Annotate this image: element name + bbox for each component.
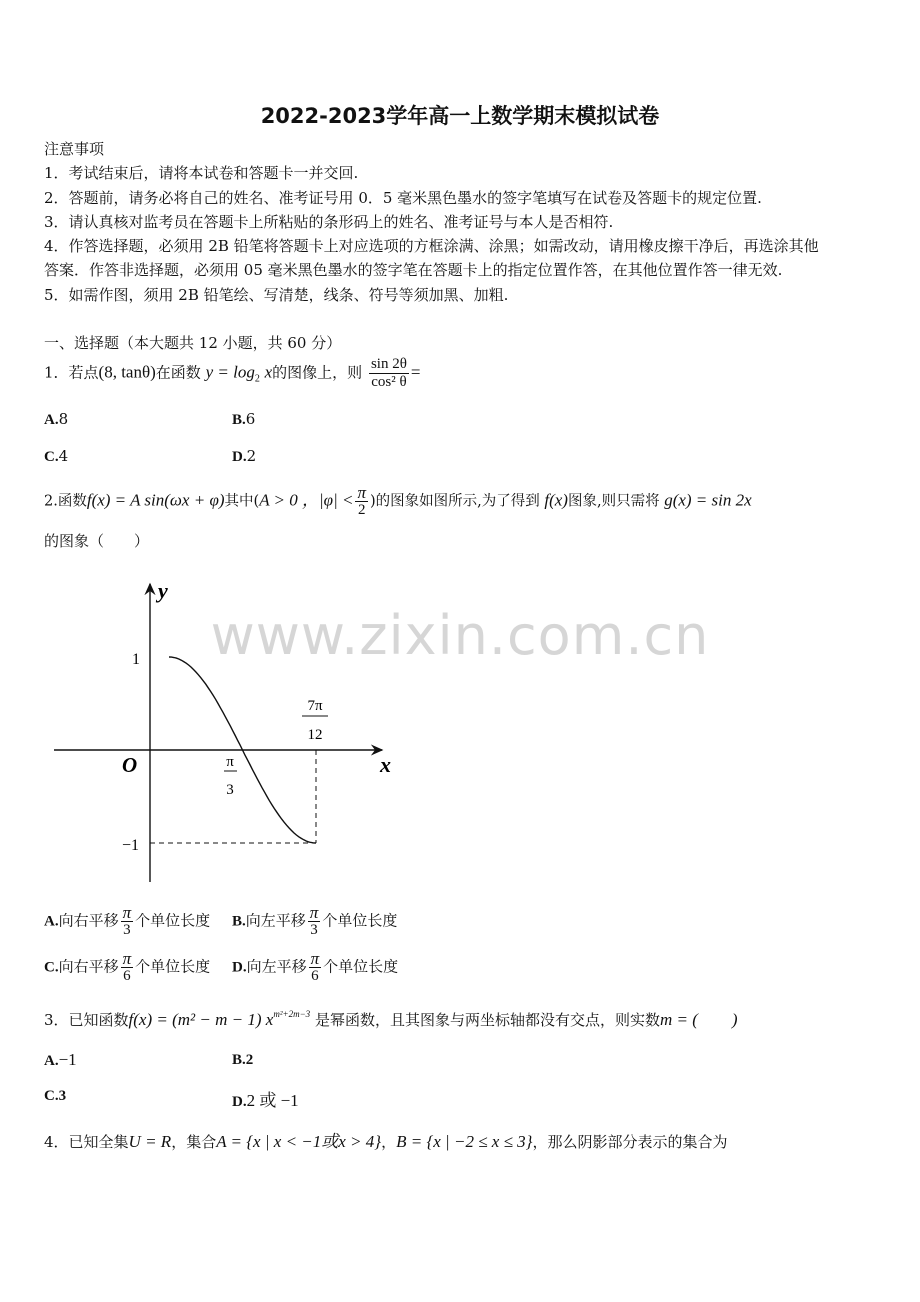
q1-option-d[interactable] [232,447,256,466]
q2-func: f(x) = A sin(ωx + φ) [86,490,225,510]
q2-cond: A > 0 ，|φ| < [259,490,354,510]
option-label: D. [232,1094,247,1110]
q4-mid2: ， [381,1133,397,1151]
q1-option-c[interactable] [44,447,68,466]
option-num: π [310,949,320,968]
question-3 [44,1005,738,1030]
option-label: D. [232,449,247,465]
option-value: 2 或 −1 [246,1091,299,1110]
notice-item: 4．作答选择题，必须用 2B 铅笔将答题卡上对应选项的方框涂满、涂黑；如需改动，请用橡皮擦干净后，再选涂其他 [44,237,819,255]
option-value: −1 [58,1050,77,1069]
q4-prefix: 4．已知全集 [44,1133,129,1151]
q2-cond-pre: 其中( [224,493,260,510]
y-axis-label: y [158,578,168,603]
q1-var: x [264,362,273,382]
q3-option-d[interactable] [232,1086,299,1111]
q4-suffix: ，那么阴影部分表示的集合为 [532,1133,728,1151]
option-value: 8 [58,410,69,428]
option-den: 6 [311,968,319,984]
q3-func: f(x) = (m² − m − 1) x [128,1010,274,1029]
notice-heading: 注意事项 [44,140,105,158]
question-4 [44,1127,727,1152]
q2-fx: f(x) [544,490,568,510]
option-label: A. [44,1053,59,1069]
option-text: 向左平移 [245,911,306,930]
option-suffix: 个单位长度 [323,957,399,976]
q2-cond-den: 2 [357,502,366,518]
q4-set-b: B = {x | −2 ≤ x ≤ 3} [396,1132,533,1151]
q2-option-c[interactable] [44,950,210,985]
option-value: 2 [246,447,257,465]
option-label: B. [232,412,246,428]
option-label: C. [44,449,59,465]
option-label: D. [232,959,247,976]
option-label: C. [44,1088,59,1104]
q3-option-a[interactable] [44,1050,77,1070]
option-num: π [309,903,319,922]
q2-gx: g(x) = sin 2x [664,490,752,510]
question-1 [44,356,421,391]
option-text: 向左平移 [246,957,307,976]
q4-mid1: ，集合 [171,1133,217,1151]
section-heading: 一、选择题（本大题共 12 小题，共 60 分） [44,334,342,352]
x-axis-label: x [380,752,391,777]
q2-cond-fraction [355,484,368,519]
q3-option-c[interactable] [44,1086,66,1105]
x-tick-pi3-num: π [226,754,234,770]
option-num: π [122,949,132,968]
question-2 [44,484,752,519]
option-text: 向右平移 [58,911,119,930]
x-tick-pi3-den: 3 [226,782,234,798]
q1-point: (8, tanθ) [98,362,156,382]
option-label: B. [232,913,246,930]
q1-mid: 在函数 [155,363,201,382]
q2-option-a[interactable] [44,904,210,939]
option-label: C. [44,959,59,976]
q1-sub: 2 [254,373,260,385]
function-graph [44,570,404,890]
notice-item: 1．考试结束后，请将本试卷和答题卡一并交回. [44,164,359,182]
notice-item: 答案．作答非选择题，必须用 05 毫米黑色墨水的签字笔在答题卡上的指定位置作答，在其他位置作答一律无效. [44,261,783,279]
q1-eq: = [410,362,421,382]
q2-line2: 的图象（ ） [44,532,150,550]
option-text: 向右平移 [58,957,119,976]
q1-num: sin 2θ [370,356,407,372]
y-tick-neg1: −1 [122,837,140,854]
q3-var: m = ( ) [659,1010,738,1029]
option-suffix: 个单位长度 [135,911,211,930]
notice-item: 5．如需作图，须用 2B 铅笔绘、写清楚，线条、符号等须加黑、加粗. [44,286,509,304]
option-label: B. [232,1052,246,1068]
q1-func: y = log [205,362,255,382]
notice-item: 2．答题前，请务必将自己的姓名、准考证号用 0．5 毫米黑色墨水的签字笔填写在试卷及答题卡的规定位置. [44,189,762,207]
q1-mid2: 的图像上，则 [272,363,363,382]
q4-universe: U = R [128,1132,172,1151]
option-label: A. [44,412,59,428]
option-den: 6 [123,968,131,984]
q1-prefix: 1．若点 [44,363,99,382]
notice-item: 3．请认真核对监考员在答题卡上所粘贴的条形码上的姓名、准考证号与本人是否相符. [44,213,614,231]
page-title: 2022-2023学年高一上数学期末模拟试卷 [260,104,660,128]
watermark: www.zixin.com.cn [210,604,710,667]
q3-exp: m²+2m−3 [273,1009,311,1019]
q4-set-a: A = {x | x < −1或x > 4} [216,1132,382,1151]
q3-mid: 是幂函数，且其图象与两坐标轴都没有交点，则实数 [314,1011,660,1029]
option-fraction [308,904,321,939]
x-tick-7pi12-den: 12 [307,727,323,743]
x-tick-7pi12-num: 7π [307,698,323,714]
option-suffix: 个单位长度 [135,957,211,976]
option-label: A. [44,913,59,930]
y-tick-1: 1 [132,651,140,668]
q3-prefix: 3．已知函数 [44,1011,129,1029]
q2-cond-num: π [357,483,366,502]
option-value: 3 [58,1088,67,1104]
option-den: 3 [310,922,318,938]
option-suffix: 个单位长度 [322,911,398,930]
q2-cond-post: )的图象如图所示,为了得到 [370,493,540,510]
q1-den: cos² θ [371,374,407,390]
q1-option-b[interactable] [232,410,255,429]
option-num: π [122,903,132,922]
q1-fraction [369,356,409,391]
q2-mid: 图象,则只需将 [567,493,660,510]
q2-option-d[interactable] [232,950,398,985]
q1-option-a[interactable] [44,410,68,429]
q2-prefix: 2.函数 [44,493,87,510]
option-fraction [121,950,134,985]
origin-label: O [122,753,138,777]
option-den: 3 [123,922,131,938]
q3-option-b[interactable] [232,1050,253,1069]
option-value: 2 [245,1052,254,1068]
option-value: 6 [245,410,256,428]
option-value: 4 [58,447,69,465]
option-fraction [121,904,134,939]
option-fraction [309,950,322,985]
q2-option-b[interactable] [232,904,397,939]
